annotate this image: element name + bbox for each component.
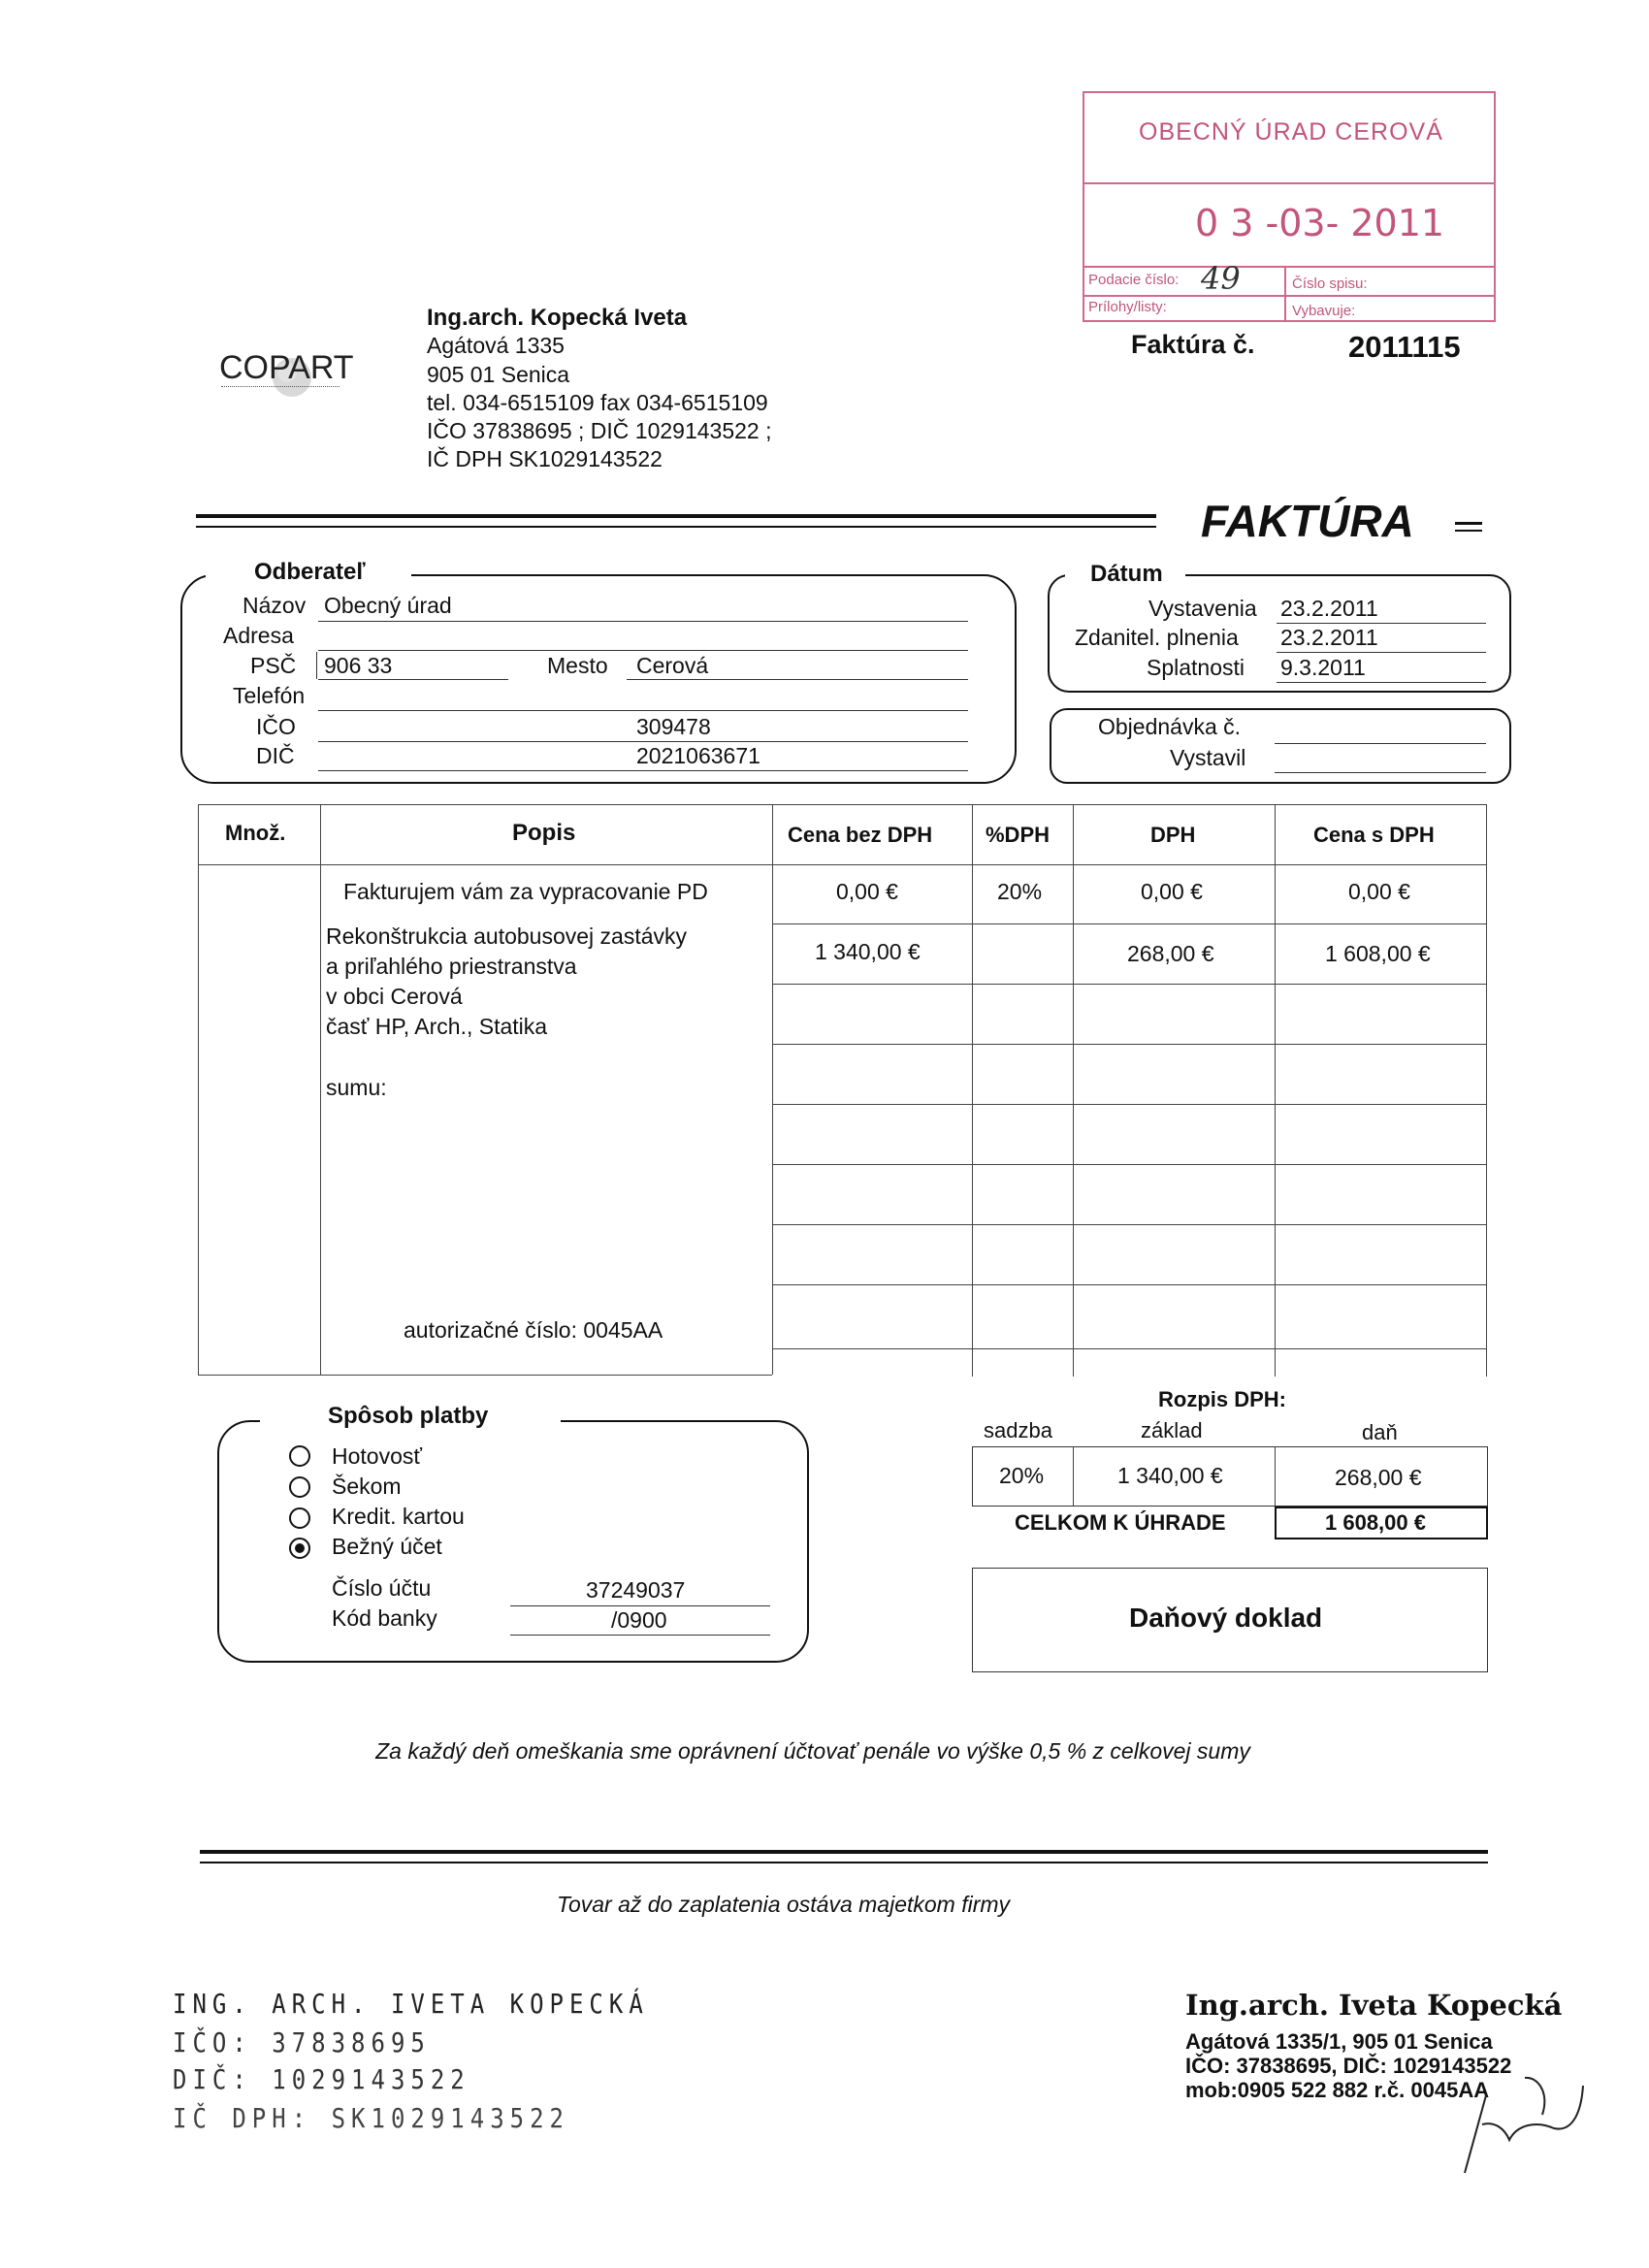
left-stamp-line4: IČ DPH: SK1029143522 <box>173 2102 569 2135</box>
account-number-label: Číslo účtu <box>332 1575 432 1601</box>
row2-desc-line4: časť HP, Arch., Statika <box>326 1014 548 1039</box>
issuer-street: Agátová 1335 <box>427 333 565 358</box>
row2-desc-line1: Rekonštrukcia autobusovej zastávky <box>326 923 688 949</box>
col-header-rate: %DPH <box>986 823 1051 847</box>
customer-dic: 2021063671 <box>636 743 760 768</box>
customer-section-label: Odberateľ <box>254 559 366 585</box>
issuer-ids: IČO 37838695 ; DIČ 1029143522 ; <box>427 418 772 443</box>
customer-ico: 309478 <box>636 714 711 739</box>
bank-code-label: Kód banky <box>332 1605 437 1631</box>
company-logo <box>219 345 354 404</box>
sum-label: sumu: <box>326 1075 387 1100</box>
col-header-desc: Popis <box>512 820 576 846</box>
col-header-vat: DPH <box>1150 823 1196 847</box>
payment-section-label: Spôsob platby <box>328 1403 489 1429</box>
payment-cash-radio[interactable] <box>289 1445 310 1467</box>
stamp-prilohy-label: Prílohy/listy: <box>1088 299 1167 315</box>
row1-description: Fakturujem vám za vypracovanie PD <box>343 879 708 904</box>
invoice-number: 2011115 <box>1348 330 1461 364</box>
authorization-number: autorizačné číslo: 0045AA <box>404 1317 663 1343</box>
row1-net: 0,00 € <box>836 879 898 904</box>
order-issuer-label: Vystavil <box>1170 745 1246 770</box>
stamp-spis-label: Číslo spisu: <box>1292 275 1368 292</box>
stamp-date: 0 3 -03- 2011 <box>1195 202 1445 244</box>
col-header-gross: Cena s DPH <box>1313 823 1435 847</box>
left-stamp-line3: DIČ: 1029143522 <box>173 2063 470 2096</box>
row2-desc-line2: a priľahlého priestranstva <box>326 954 577 979</box>
row2-vat: 268,00 € <box>1127 941 1214 966</box>
penalty-note: Za každý deň omeškania sme oprávnení účtovať penále vo výške 0,5 % z celkovej sumy <box>375 1738 1250 1764</box>
date-issued: 23.2.2011 <box>1280 596 1378 621</box>
row2-desc-line3: v obci Cerová <box>326 984 463 1009</box>
vat-tax: 268,00 € <box>1335 1465 1422 1490</box>
customer-name-label: Názov <box>242 593 307 618</box>
invoice-number-label: Faktúra č. <box>1131 330 1255 359</box>
stamp-podacie-label: Podacie číslo: <box>1088 272 1180 288</box>
payment-card-radio[interactable] <box>289 1507 310 1529</box>
row2-net: 1 340,00 € <box>815 939 921 964</box>
total-label: CELKOM K ÚHRADE <box>1015 1510 1226 1535</box>
bank-code: /0900 <box>611 1607 667 1633</box>
right-stamp-ids: IČO: 37838695, DIČ: 1029143522 <box>1185 2054 1512 2078</box>
issuer-vat-id: IČ DPH SK1029143522 <box>427 446 663 471</box>
row2-gross: 1 608,00 € <box>1325 941 1431 966</box>
vat-col-base: základ <box>1141 1418 1203 1442</box>
date-issued-label: Vystavenia <box>1148 596 1257 621</box>
registry-stamp <box>1083 91 1496 322</box>
date-taxable-label: Zdanitel. plnenia <box>1075 625 1239 650</box>
customer-phone-label: Telefón <box>233 683 306 708</box>
issuer-city: 905 01 Senica <box>427 362 570 387</box>
account-number: 37249037 <box>586 1577 686 1603</box>
vat-col-tax: daň <box>1362 1420 1398 1444</box>
customer-psc: 906 33 <box>324 653 393 678</box>
stamp-office: OBECNÝ ÚRAD CEROVÁ <box>1139 118 1443 146</box>
customer-city-label: Mesto <box>547 653 608 678</box>
customer-name: Obecný úrad <box>324 593 452 618</box>
payment-card-label: Kredit. kartou <box>332 1504 465 1529</box>
date-due-label: Splatnosti <box>1147 655 1245 680</box>
payment-cash-label: Hotovosť <box>332 1443 422 1469</box>
payment-account-label: Bežný účet <box>332 1534 442 1559</box>
col-header-qty: Množ. <box>225 821 286 845</box>
customer-city: Cerová <box>636 653 709 678</box>
vat-col-rate: sadzba <box>984 1418 1052 1442</box>
payment-check-radio[interactable] <box>289 1476 310 1498</box>
header-rule <box>196 514 1156 528</box>
row1-rate: 20% <box>997 879 1043 904</box>
right-stamp-mobile: mob:0905 522 882 r.č. 0045AA <box>1185 2078 1490 2102</box>
payment-check-label: Šekom <box>332 1474 402 1499</box>
row1-vat: 0,00 € <box>1141 879 1203 904</box>
customer-address-label: Adresa <box>223 623 294 648</box>
vat-rate: 20% <box>999 1463 1045 1488</box>
footer-rule <box>200 1850 1488 1863</box>
customer-psc-label: PSČ <box>250 653 297 678</box>
issuer-phones: tel. 034-6515109 fax 034-6515109 <box>427 390 768 415</box>
order-label: Objednávka č. <box>1098 714 1242 739</box>
customer-ico-label: IČO <box>256 714 296 739</box>
vat-summary-title: Rozpis DPH: <box>1158 1387 1286 1411</box>
left-stamp-line2: IČO: 37838695 <box>173 2026 431 2059</box>
right-stamp-address: Agátová 1335/1, 905 01 Senica <box>1185 2029 1493 2054</box>
total-amount: 1 608,00 € <box>1325 1510 1426 1535</box>
vat-base: 1 340,00 € <box>1117 1463 1223 1488</box>
invoice-heading: FAKTÚRA <box>1201 496 1414 546</box>
row1-gross: 0,00 € <box>1348 879 1410 904</box>
payment-account-radio[interactable] <box>289 1538 310 1559</box>
stamp-vybavuje-label: Vybavuje: <box>1292 303 1356 319</box>
date-due: 9.3.2011 <box>1280 655 1366 680</box>
issuer-name: Ing.arch. Kopecká Iveta <box>427 305 688 331</box>
stamp-podacie-value: 49 <box>1201 260 1241 297</box>
ownership-note: Tovar až do zaplatenia ostáva majetkom firmy <box>557 1892 1011 1917</box>
date-taxable: 23.2.2011 <box>1280 625 1378 650</box>
doc-type: Daňový doklad <box>1129 1603 1323 1633</box>
col-header-net: Cena bez DPH <box>788 823 933 847</box>
customer-dic-label: DIČ <box>256 743 295 768</box>
signature <box>1447 2027 1593 2183</box>
logo-text: COPART <box>219 349 354 386</box>
date-section-label: Dátum <box>1090 561 1163 587</box>
right-stamp-name: Ing.arch. Iveta Kopecká <box>1185 1989 1563 2022</box>
left-stamp-line1: ING. ARCH. IVETA KOPECKÁ <box>173 1988 649 2021</box>
